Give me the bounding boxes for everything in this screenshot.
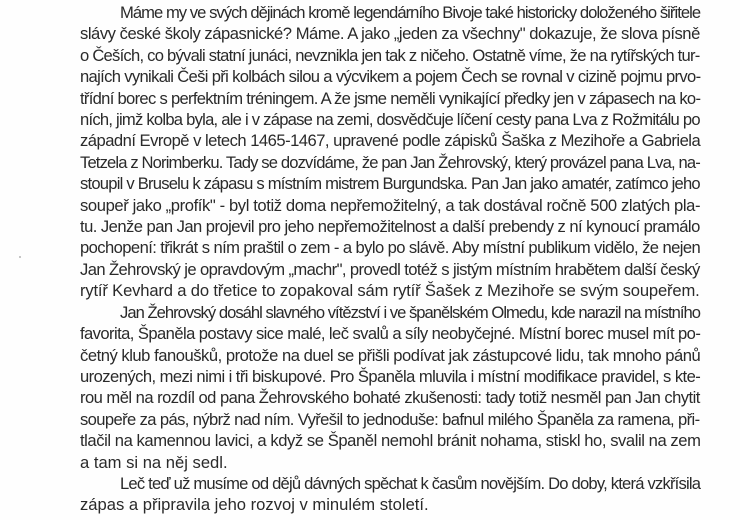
- text-line: tu. Jenže pan Jan projevil pro jeho nepřemožitelnost a další prebendy z ní kynoucí pramálo: [80, 217, 700, 237]
- text-line: slávy české školy zápasnické? Máme. A jako „jeden za všechny" dokazuje, že slova písně: [80, 24, 700, 44]
- body-text: [40, 2, 700, 516]
- text-line: Jan Žehrovský dosáhl slavného vítězství i ve španělském Olmedu, kde narazil na místního: [120, 302, 700, 322]
- text-line: Jan Žehrovský je opravdovým „machr", provedl totéž s jistým místním hrabětem další český: [80, 259, 700, 279]
- text-line: Tetzela z Norimberku. Tady se dozvídáme, že pan Jan Žehrovský, který provázel pana Lva, na-: [80, 152, 700, 172]
- text-line: západní Evropě v letech 1465-1467, upravené podle zápisků Šaška z Mezihoře a Gabriela: [80, 131, 701, 151]
- text-line: četný klub fanoušků, protože na duel se přišli podívat jak zástupcové lidu, tak mnoho pánů: [80, 345, 701, 365]
- text-line: rou měl na rozdíl od pana Žehrovského bohaté zkušenosti: tady totiž nesměl pan Jan chytit: [80, 388, 700, 408]
- text-line: soupeře za pás, nýbrž nad ním. Vyřešil to jednoduše: bafnul milého Španěla za ramena, při-: [80, 409, 700, 429]
- text-line: urozených, mezi nimi i tři biskupové. Pro Španěla mluvila i místní modifikace pravidel, s kte-: [80, 366, 701, 386]
- paragraph-3: [40, 473, 700, 516]
- text-line: ních, jimž kolba byla, ale i v zápase na zemi, dosvědčuje líčení cesty pana Lva z Rožmitálu po: [80, 110, 700, 130]
- text-line: favorita, Španěla postavy sice malé, leč svalů a síly neobyčejné. Místní borec musel mít po-: [80, 324, 701, 344]
- text-line: pochopení: třikrát s ním praštil o zem - a bylo po slávě. Aby místní publikum vidělo, že nejen: [80, 238, 701, 258]
- text-line: rytíř Kevhard a do třetice to zopakoval sám rytíř Šašek z Mezihoře se svým soupeřem.: [80, 281, 700, 301]
- text-line: najích vynikali Češi při kolbách silou a výcvikem a pojem Čech se rovnal v cizině pojmu prvo-: [80, 67, 701, 87]
- paragraph-2: [40, 302, 700, 473]
- text-line: a tam si na něj sedl.: [80, 452, 228, 472]
- text-line: Máme my ve svých dějinách kromě legendárního Bivoje také historicky doloženého šiřitele: [120, 3, 701, 22]
- text-line: tlačil na kamennou lavici, a když se Španěl nemohl bránit nohama, stiskl ho, svalil na zem: [80, 431, 701, 451]
- text-line: zápas a připravila jeho rozvoj v minulém století.: [80, 495, 429, 515]
- text-line: Leč teď už musíme od dějů dávných spěchat k časům novějším. Do doby, která vzkřísila: [120, 473, 701, 493]
- paragraph-1: [40, 2, 700, 302]
- text-line: stoupil v Bruselu k zápasu s místním mistrem Burgundska. Pan Jan jako amatér, zatímco jeho: [80, 174, 700, 194]
- text-line: třídní borec s perfektním tréningem. A že jsme neměli vynikající předky jen v zápasech na ko-: [80, 88, 701, 108]
- margin-speck: [19, 256, 21, 258]
- text-line: o Češích, co bývali statní junáci, nevznikla jen tak z ničeho. Ostatně víme, že na rytířských tur-: [80, 45, 700, 65]
- text-line: soupeř jako „profík" - byl totiž doma nepřemožitelný, a tak dostával ročně 500 zlatých pla-: [80, 195, 701, 215]
